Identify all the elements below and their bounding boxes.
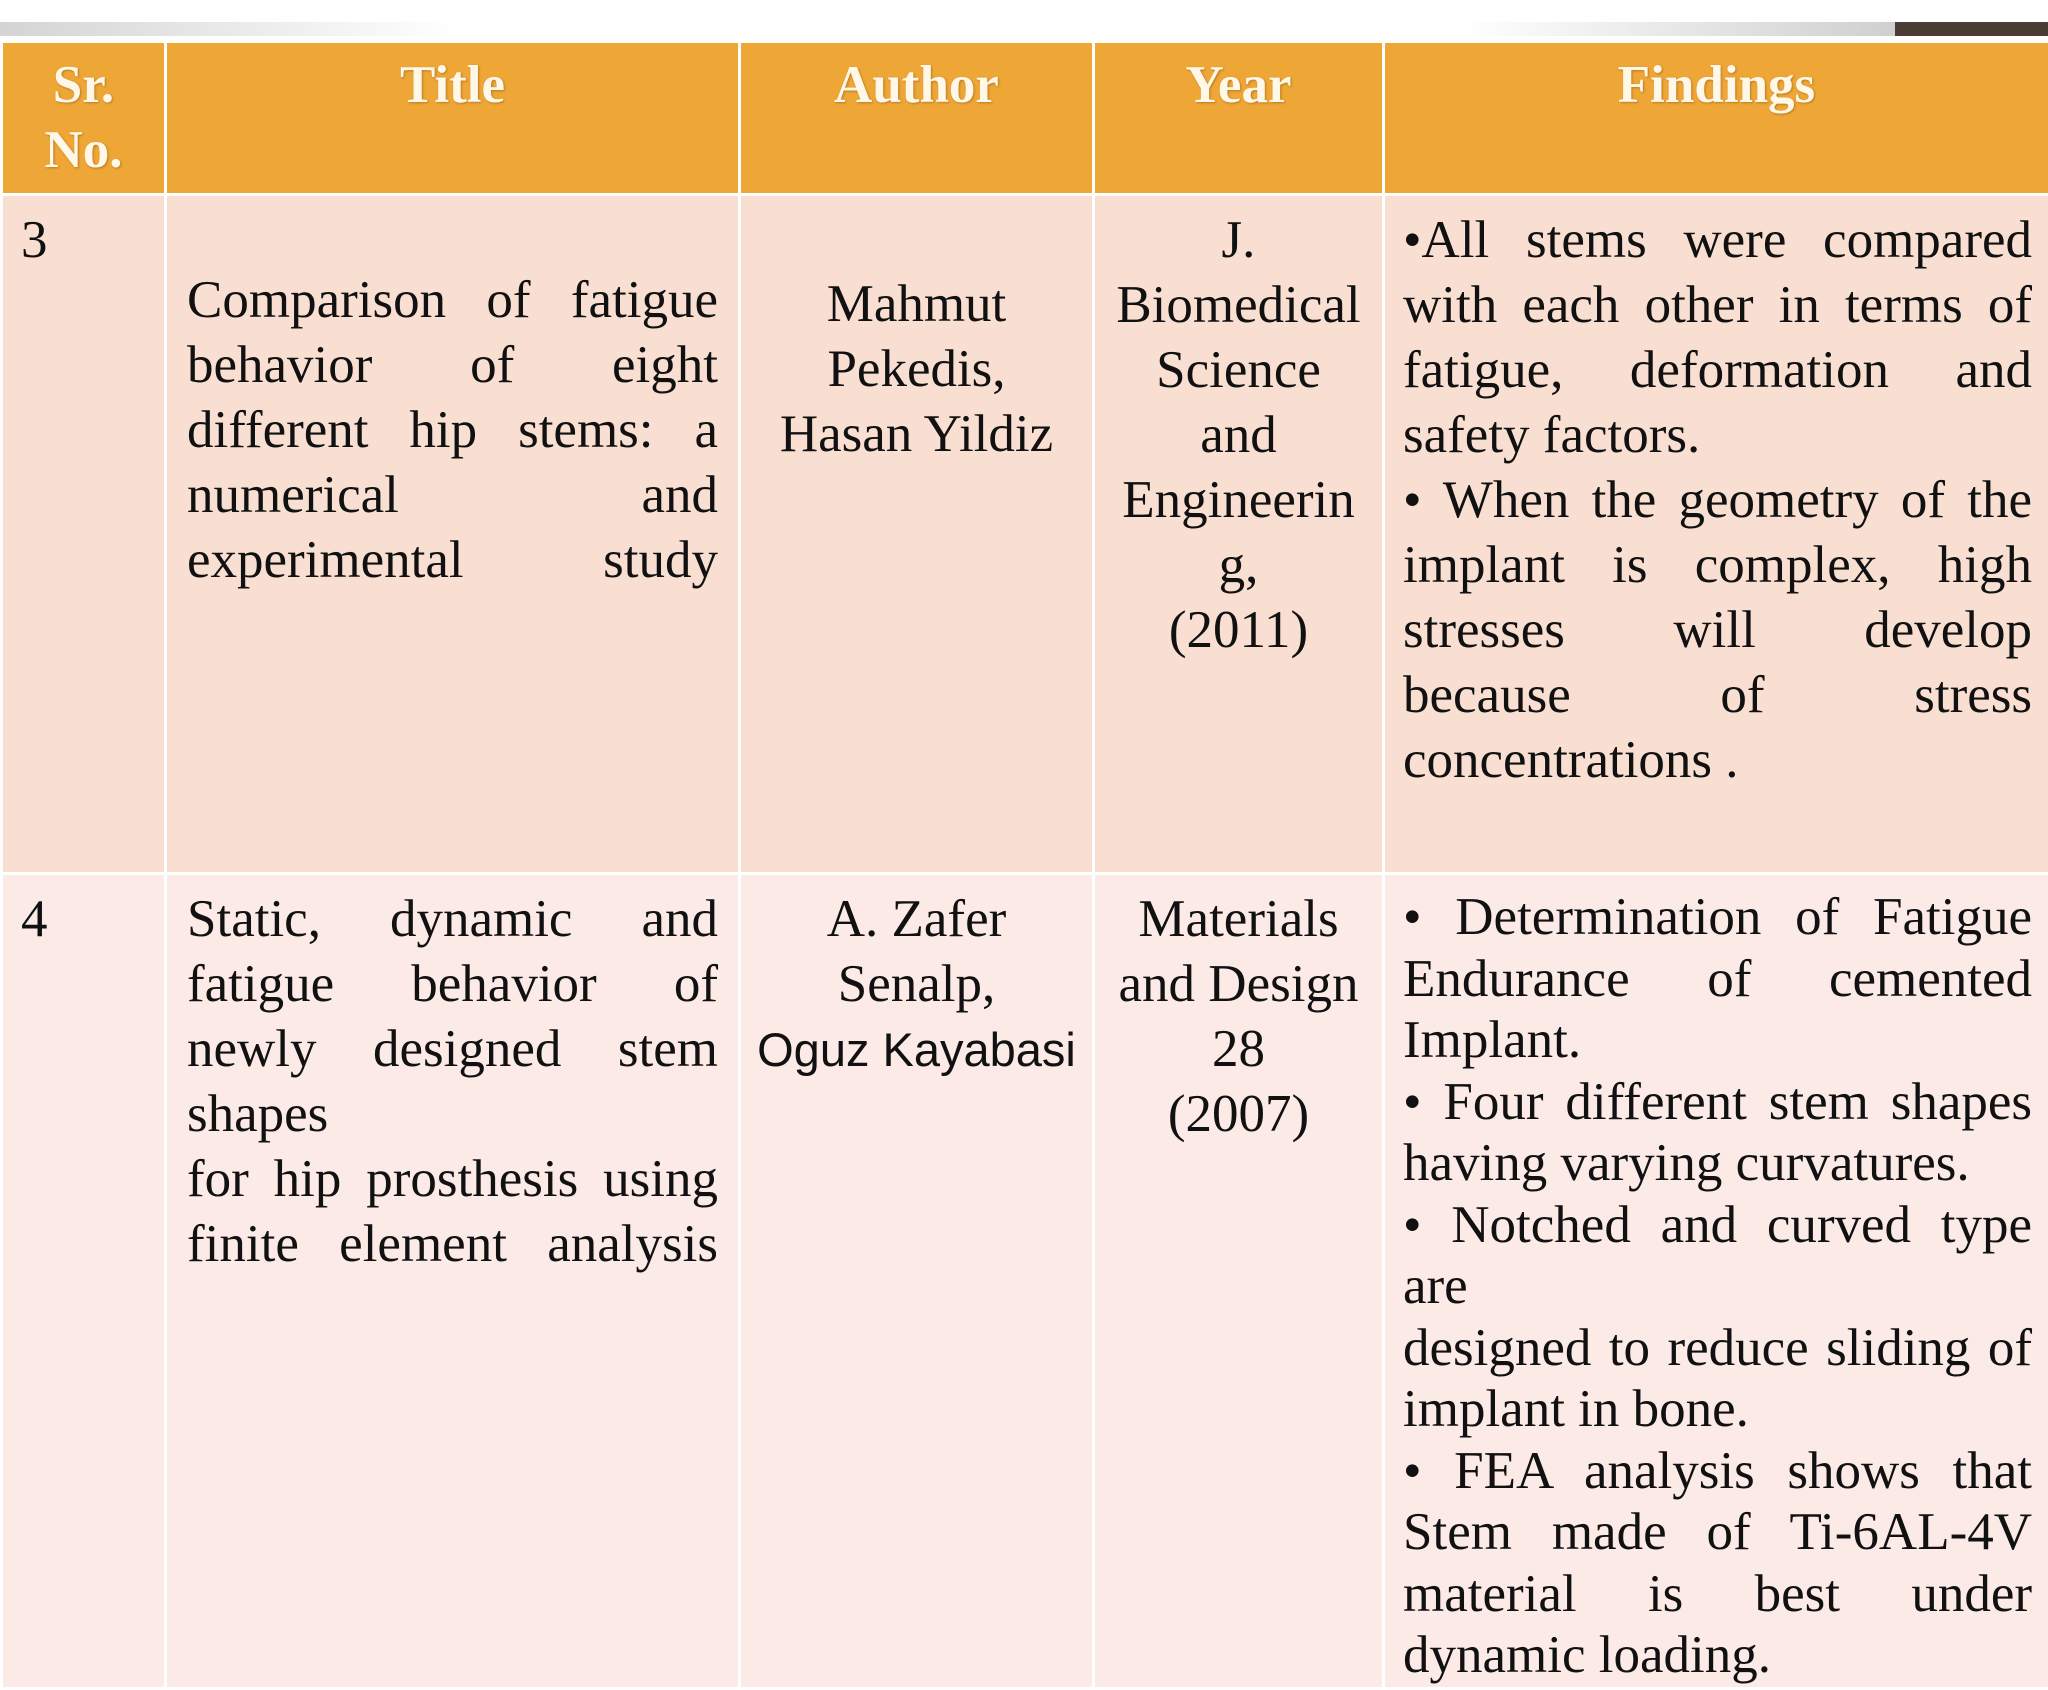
table-row — [2, 874, 2048, 1689]
title-line: newly designed stem — [187, 1017, 718, 1082]
year-line: Biomedical — [1109, 273, 1368, 338]
top-decor-bar-left — [0, 22, 460, 36]
title-line: Static, dynamic and — [187, 887, 718, 952]
author-line: Oguz Kayabasi — [755, 1017, 1078, 1082]
header-sr-line: No. — [13, 118, 154, 183]
cell-title — [166, 195, 740, 874]
year-line: Materials — [1109, 887, 1368, 952]
findings-line: stresses will develop — [1403, 598, 2032, 663]
cell-findings — [1384, 195, 2048, 874]
findings-line: because of stress — [1403, 663, 2032, 728]
title-line: different hip stems: a — [187, 398, 718, 463]
cell-author — [740, 874, 1094, 1689]
cell-title — [166, 874, 740, 1689]
title-line: behavior of eight — [187, 333, 718, 398]
findings-line: Implant. — [1403, 1010, 2032, 1072]
top-decor-bar-accent — [1895, 22, 2048, 36]
cell-sr-no: 4 — [2, 874, 166, 1689]
title-line: Comparison of fatigue — [187, 268, 718, 333]
findings-line: implant is complex, high — [1403, 533, 2032, 598]
table-row — [2, 195, 2048, 874]
header-year: Year — [1094, 42, 1384, 195]
cell-author — [740, 195, 1094, 874]
findings-line: •All stems were compared — [1403, 208, 2032, 273]
header-findings: Findings — [1384, 42, 2048, 195]
year-line: 28 — [1109, 1017, 1368, 1082]
literature-table — [0, 40, 2048, 1690]
author-line: Pekedis, — [755, 337, 1078, 402]
year-line: and Design — [1109, 952, 1368, 1017]
year-line: g, — [1109, 533, 1368, 598]
findings-line: designed to reduce sliding of — [1403, 1318, 2032, 1380]
findings-line: having varying curvatures. — [1403, 1133, 2032, 1195]
findings-line: • Determination of Fatigue — [1403, 887, 2032, 949]
title-line: for hip prosthesis using — [187, 1147, 718, 1212]
year-line: (2007) — [1109, 1082, 1368, 1147]
year-line: (2011) — [1109, 598, 1368, 663]
header-row — [2, 42, 2048, 195]
title-line: shapes — [187, 1082, 718, 1147]
top-decor-bar-right — [1460, 22, 1900, 36]
findings-line: concentrations . — [1403, 728, 2032, 793]
findings-line: safety factors. — [1403, 403, 2032, 468]
title-line: finite element analysis — [187, 1212, 718, 1277]
year-line: and — [1109, 403, 1368, 468]
findings-line: Stem made of Ti-6AL-4V — [1403, 1502, 2032, 1564]
header-author: Author — [740, 42, 1094, 195]
findings-line: • Notched and curved type are — [1403, 1195, 2032, 1318]
header-sr-line: Sr. — [13, 53, 154, 118]
year-line: J. — [1109, 208, 1368, 273]
findings-line: with each other in terms of — [1403, 273, 2032, 338]
author-line: A. Zafer — [755, 887, 1078, 952]
year-line: Engineerin — [1109, 468, 1368, 533]
title-line: numerical and — [187, 463, 718, 528]
findings-line: Endurance of cemented — [1403, 949, 2032, 1011]
author-line: Senalp, — [755, 952, 1078, 1017]
findings-line: implant in bone. — [1403, 1379, 2032, 1441]
cell-year — [1094, 874, 1384, 1689]
findings-line: • When the geometry of the — [1403, 468, 2032, 533]
cell-sr-no: 3 — [2, 195, 166, 874]
author-line: Hasan Yildiz — [755, 402, 1078, 467]
findings-line: dynamic loading. — [1403, 1625, 2032, 1687]
year-line: Science — [1109, 338, 1368, 403]
author-line: Mahmut — [755, 272, 1078, 337]
header-title: Title — [166, 42, 740, 195]
cell-findings — [1384, 874, 2048, 1689]
cell-year — [1094, 195, 1384, 874]
title-line: fatigue behavior of — [187, 952, 718, 1017]
findings-line: • FEA analysis shows that — [1403, 1441, 2032, 1503]
findings-line: material is best under — [1403, 1564, 2032, 1626]
title-line: experimental study — [187, 528, 718, 593]
header-sr-no — [2, 42, 166, 195]
findings-line: fatigue, deformation and — [1403, 338, 2032, 403]
findings-line: • Four different stem shapes — [1403, 1072, 2032, 1134]
